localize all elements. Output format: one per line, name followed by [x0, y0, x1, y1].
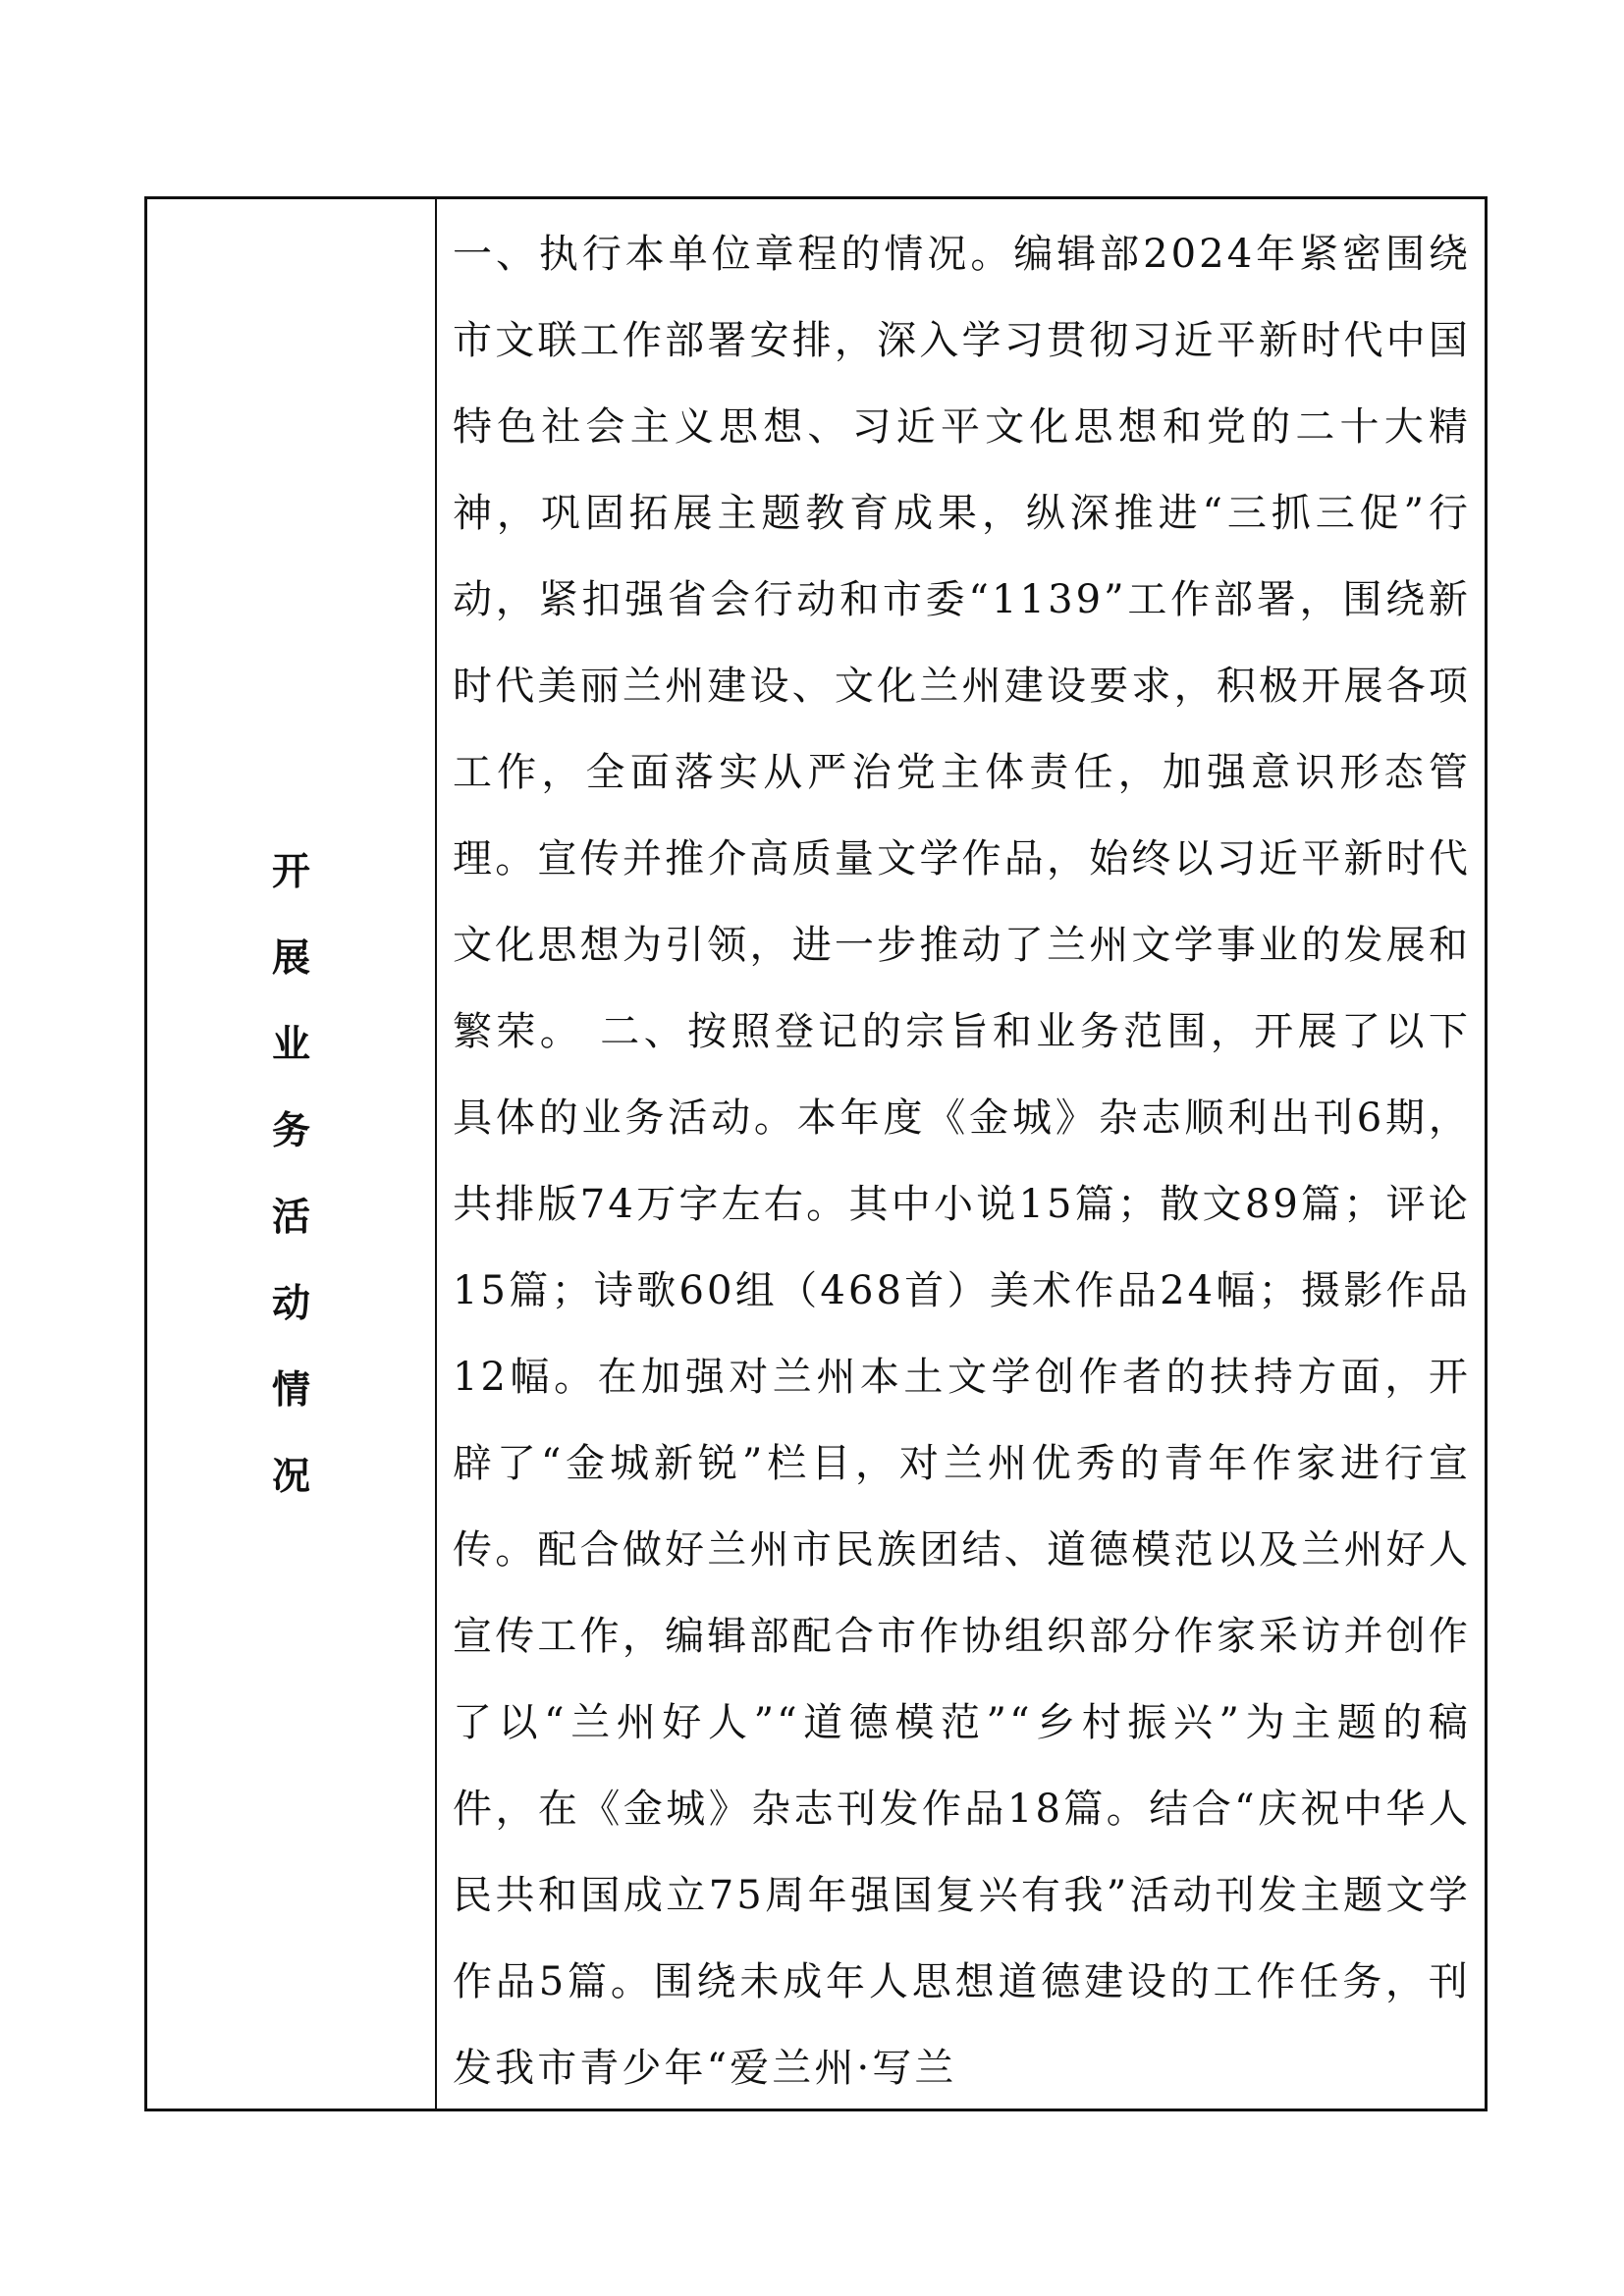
- activity-table: [144, 196, 1488, 2111]
- row-label-char: 展: [271, 936, 310, 981]
- row-label-char: 况: [271, 1455, 310, 1499]
- row-label-char: 活: [271, 1196, 310, 1240]
- row-label-char: 业: [271, 1023, 310, 1067]
- row-label-char: 务: [271, 1109, 310, 1153]
- row-label: [272, 829, 310, 1521]
- row-label-cell: [147, 199, 437, 2109]
- activity-description: 一、执行本单位章程的情况。编辑部2024年紧密围绕市文联工作部署安排，深入学习贯彻习近平新时代中国特色社会主义思想、习近平文化思想和党的二十大精神，巩固拓展主题教育成果，纵深推进“三抓三促”行动，紧扣强省会行动和市委“1139”工作部署，围绕新时代美丽兰州建设、文化兰州建设要求，积极开展各项工作，全面落实从严治党主体责任，加强意识形态管理。宣传并推介高质量文学作品，始终以习近平新时代文化思想为引领，进一步推动了兰州文学事业的发展和繁荣。 二、按照登记的宗旨和业务范围，开展了以下具体的业务活动。本年度《金城》杂志顺利出刊6期，共排版74万字左右。其中小说15篇；散文89篇；评论15篇；诗歌60组（468首）美术作品24幅；摄影作品12幅。在加强对兰州本土文学创作者的扶持方面，开辟了“金城新锐”栏目，对兰州优秀的青年作家进行宣传。配合做好兰州市民族团结、道德模范以及兰州好人宣传工作，编辑部配合市作协组织部分作家采访并创作了以“兰州好人”“道德模范”“乡村振兴”为主题的稿件，在《金城》杂志刊发作品18篇。结合“庆祝中华人民共和国成立75周年强国复兴有我”活动刊发主题文学作品5篇。围绕未成年人思想道德建设的工作任务，刊发我市青少年“爱兰州·写兰: [453, 232, 1471, 2091]
- content-cell: [437, 199, 1485, 2109]
- row-label-char: 开: [271, 850, 310, 894]
- row-label-char: 动: [271, 1282, 310, 1326]
- row-label-char: 情: [271, 1368, 310, 1413]
